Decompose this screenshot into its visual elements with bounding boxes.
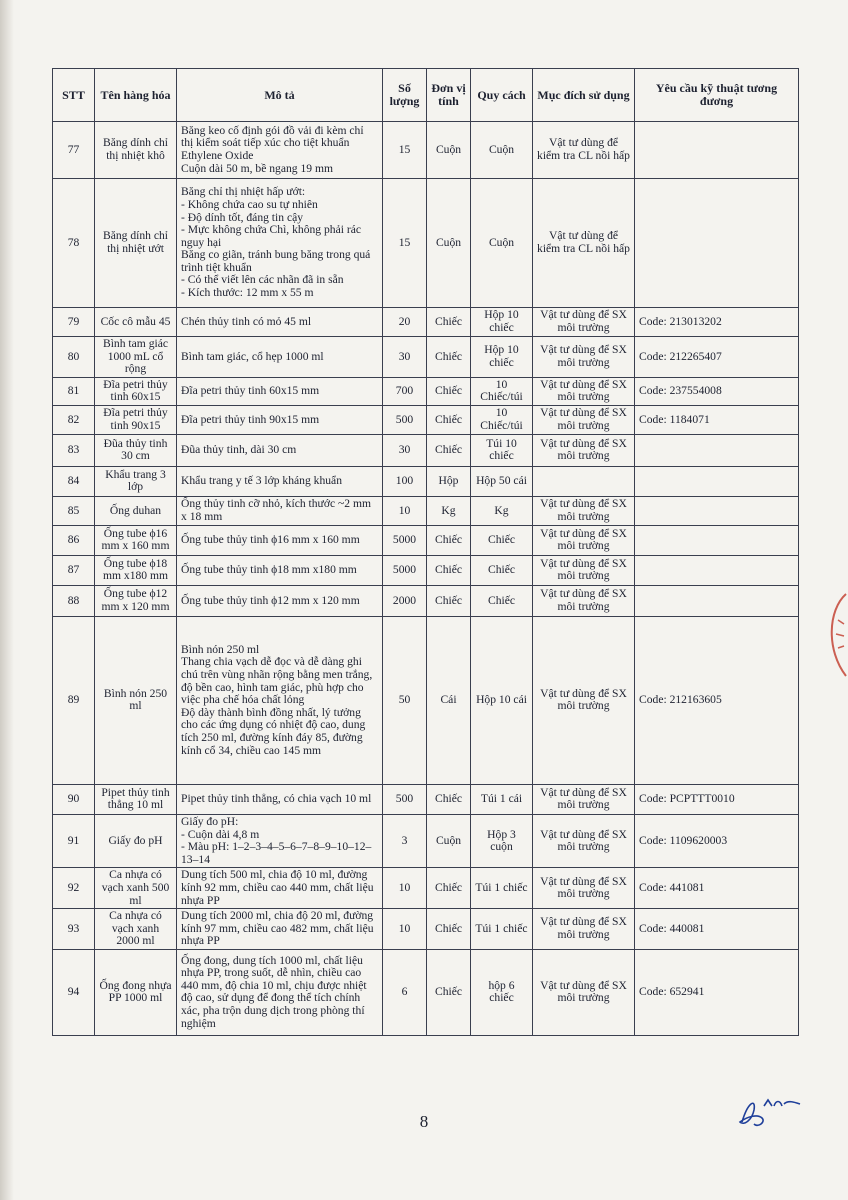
req-cell: Code: PCPTTT0010 <box>635 784 799 814</box>
table-row <box>53 909 799 950</box>
unit-cell: Chiếc <box>427 949 471 1035</box>
desc-cell: Dung tích 500 ml, chia độ 10 ml, đường kính 92 mm, chiều cao 440 mm, chất liệu nhựa PP <box>177 868 383 909</box>
req-cell <box>635 434 799 466</box>
table-row <box>53 868 799 909</box>
stt-cell: 79 <box>53 308 95 337</box>
desc-cell: Băng keo cố định gói đồ vải đi kèm chỉ thị kiểm soát tiếp xúc cho tiệt khuẩn Ethylene Oxide Cuộn dài 50 m, bề ngang 19 mm <box>177 122 383 179</box>
pack-cell: Hộp 10 chiếc <box>471 337 533 378</box>
req-cell <box>635 466 799 496</box>
pack-cell: Túi 1 chiếc <box>471 868 533 909</box>
unit-cell: Cuộn <box>427 179 471 308</box>
name-cell: Ca nhựa có vạch xanh 500 ml <box>95 868 177 909</box>
table-row <box>53 555 799 585</box>
name-cell: Ống duhan <box>95 496 177 525</box>
qty-cell: 5000 <box>383 555 427 585</box>
stt-cell: 89 <box>53 616 95 784</box>
purpose-cell: Vật tư dùng để SX môi trường <box>533 909 635 950</box>
name-cell: Giấy đo pH <box>95 814 177 867</box>
qty-cell: 15 <box>383 179 427 308</box>
desc-cell: Đũa thủy tinh, dài 30 cm <box>177 434 383 466</box>
name-cell: Đĩa petri thủy tinh 90x15 <box>95 405 177 434</box>
purpose-cell: Vật tư dùng để SX môi trường <box>533 496 635 525</box>
table-row <box>53 496 799 525</box>
table-row <box>53 337 799 378</box>
table-body <box>53 122 799 1036</box>
unit-cell: Chiếc <box>427 337 471 378</box>
table-row <box>53 122 799 179</box>
qty-cell: 500 <box>383 784 427 814</box>
name-cell: Băng dính chỉ thị nhiệt ướt <box>95 179 177 308</box>
qty-cell: 15 <box>383 122 427 179</box>
table-row <box>53 525 799 555</box>
table-row <box>53 377 799 405</box>
pack-cell: Cuộn <box>471 179 533 308</box>
qty-cell: 100 <box>383 466 427 496</box>
qty-cell: 10 <box>383 496 427 525</box>
purpose-cell: Vật tư dùng để SX môi trường <box>533 555 635 585</box>
stt-cell: 84 <box>53 466 95 496</box>
qty-cell: 3 <box>383 814 427 867</box>
header-desc: Mô tả <box>177 69 383 122</box>
desc-cell: Băng chỉ thị nhiệt hấp ướt: - Không chứa cao su tự nhiên - Độ dính tốt, đáng tin cậy - Mực không chứa Chì, không phải rác nguy hại Băng co giãn, tránh bung băng trong quá trình tiệt khuẩn - Có thể viết lên các nhãn đã in sẵn - Kích thước: 12 mm x 55 m <box>177 179 383 308</box>
stt-cell: 90 <box>53 784 95 814</box>
name-cell: Ca nhựa có vạch xanh 2000 ml <box>95 909 177 950</box>
desc-cell: Giấy đo pH: - Cuộn dài 4,8 m - Màu pH: 1–2–3–4–5–6–7–8–9–10–12–13–14 <box>177 814 383 867</box>
desc-cell: Pipet thủy tinh thẳng, có chia vạch 10 ml <box>177 784 383 814</box>
pack-cell: 10 Chiếc/túi <box>471 377 533 405</box>
unit-cell: Chiếc <box>427 525 471 555</box>
req-cell <box>635 585 799 616</box>
stt-cell: 88 <box>53 585 95 616</box>
purpose-cell: Vật tư dùng để SX môi trường <box>533 585 635 616</box>
req-cell: Code: 237554008 <box>635 377 799 405</box>
header-stt: STT <box>53 69 95 122</box>
qty-cell: 2000 <box>383 585 427 616</box>
stt-cell: 92 <box>53 868 95 909</box>
pack-cell: Hộp 50 cái <box>471 466 533 496</box>
qty-cell: 30 <box>383 434 427 466</box>
unit-cell: Cuộn <box>427 122 471 179</box>
qty-cell: 20 <box>383 308 427 337</box>
stt-cell: 78 <box>53 179 95 308</box>
qty-cell: 30 <box>383 337 427 378</box>
purpose-cell: Vật tư dùng để kiểm tra CL nồi hấp <box>533 122 635 179</box>
table-row <box>53 814 799 867</box>
unit-cell: Chiếc <box>427 909 471 950</box>
signature <box>728 1092 808 1132</box>
desc-cell: Ống thủy tinh cỡ nhỏ, kích thước ~2 mm x 18 mm <box>177 496 383 525</box>
desc-cell: Dung tích 2000 ml, chia độ 20 ml, đường kính 97 mm, chiều cao 482 mm, chất liệu nhựa PP <box>177 909 383 950</box>
purpose-cell: Vật tư dùng để SX môi trường <box>533 784 635 814</box>
purpose-cell: Vật tư dùng để SX môi trường <box>533 949 635 1035</box>
stt-cell: 82 <box>53 405 95 434</box>
pack-cell: Túi 10 chiếc <box>471 434 533 466</box>
table-row <box>53 784 799 814</box>
stamp-edge <box>818 590 848 680</box>
table-row <box>53 179 799 308</box>
table-row <box>53 308 799 337</box>
name-cell: Ống tube ϕ18 mm x180 mm <box>95 555 177 585</box>
unit-cell: Chiếc <box>427 555 471 585</box>
purpose-cell: Vật tư dùng để SX môi trường <box>533 814 635 867</box>
table-row <box>53 616 799 784</box>
purpose-cell: Vật tư dùng để SX môi trường <box>533 434 635 466</box>
desc-cell: Chén thủy tinh có mỏ 45 ml <box>177 308 383 337</box>
page-number: 8 <box>419 1112 429 1131</box>
purpose-cell: Vật tư dùng để SX môi trường <box>533 616 635 784</box>
stt-cell: 77 <box>53 122 95 179</box>
pack-cell: hộp 6 chiếc <box>471 949 533 1035</box>
stt-cell: 93 <box>53 909 95 950</box>
desc-cell: Ống đong, dung tích 1000 ml, chất liệu nhựa PP, trong suốt, dễ nhìn, chiều cao 440 mm, độ chia 10 ml, chịu được nhiệt độ cao, sử dụng để đong thể tích chính xác, pha trộn dung dịch trong phòng thí nghiệm <box>177 949 383 1035</box>
req-cell <box>635 555 799 585</box>
desc-cell: Ống tube thủy tinh ϕ16 mm x 160 mm <box>177 525 383 555</box>
req-cell: Code: 1109620003 <box>635 814 799 867</box>
table-row <box>53 434 799 466</box>
purpose-cell: Vật tư dùng để SX môi trường <box>533 405 635 434</box>
name-cell: Ống tube ϕ12 mm x 120 mm <box>95 585 177 616</box>
pack-cell: Túi 1 cái <box>471 784 533 814</box>
purpose-cell: Vật tư dùng để SX môi trường <box>533 337 635 378</box>
qty-cell: 6 <box>383 949 427 1035</box>
pack-cell: Chiếc <box>471 555 533 585</box>
table-row <box>53 405 799 434</box>
name-cell: Bình nón 250 ml <box>95 616 177 784</box>
req-cell: Code: 1184071 <box>635 405 799 434</box>
unit-cell: Cái <box>427 616 471 784</box>
pack-cell: Hộp 10 cái <box>471 616 533 784</box>
desc-cell: Khẩu trang y tế 3 lớp kháng khuẩn <box>177 466 383 496</box>
table-row <box>53 466 799 496</box>
desc-cell: Ống tube thủy tinh ϕ18 mm x180 mm <box>177 555 383 585</box>
stt-cell: 94 <box>53 949 95 1035</box>
pack-cell: Hộp 3 cuộn <box>471 814 533 867</box>
desc-cell: Bình nón 250 ml Thang chia vạch dễ đọc và dễ dàng ghi chú trên vùng nhãn rộng bằng men trắng, độ bền cao, hình tam giác, phù hợp cho việc pha chế hóa chất lỏng Độ dày thành bình đồng nhất, lý tưởng cho các ứng dụng có nhiệt độ cao, dung tích 250 ml, đường kính đáy 85, đường kính cổ 34, chiều cao 145 mm <box>177 616 383 784</box>
qty-cell: 700 <box>383 377 427 405</box>
req-cell: Code: 212265407 <box>635 337 799 378</box>
name-cell: Ống đong nhựa PP 1000 ml <box>95 949 177 1035</box>
items-table <box>52 68 799 1036</box>
name-cell: Băng dính chỉ thị nhiệt khô <box>95 122 177 179</box>
pack-cell: 10 Chiếc/túi <box>471 405 533 434</box>
req-cell: Code: 212163605 <box>635 616 799 784</box>
name-cell: Khẩu trang 3 lớp <box>95 466 177 496</box>
qty-cell: 10 <box>383 868 427 909</box>
unit-cell: Chiếc <box>427 434 471 466</box>
stt-cell: 83 <box>53 434 95 466</box>
unit-cell: Chiếc <box>427 784 471 814</box>
req-cell <box>635 122 799 179</box>
stt-cell: 81 <box>53 377 95 405</box>
req-cell <box>635 525 799 555</box>
pack-cell: Hộp 10 chiếc <box>471 308 533 337</box>
qty-cell: 50 <box>383 616 427 784</box>
stt-cell: 87 <box>53 555 95 585</box>
stt-cell: 86 <box>53 525 95 555</box>
desc-cell: Đĩa petri thủy tinh 60x15 mm <box>177 377 383 405</box>
qty-cell: 5000 <box>383 525 427 555</box>
req-cell: Code: 441081 <box>635 868 799 909</box>
table-header-row <box>53 69 799 122</box>
purpose-cell: Vật tư dùng để SX môi trường <box>533 308 635 337</box>
pack-cell: Túi 1 chiếc <box>471 909 533 950</box>
name-cell: Ống tube ϕ16 mm x 160 mm <box>95 525 177 555</box>
pack-cell: Cuộn <box>471 122 533 179</box>
pack-cell: Chiếc <box>471 525 533 555</box>
header-purpose: Mục đích sử dụng <box>533 69 635 122</box>
stt-cell: 91 <box>53 814 95 867</box>
desc-cell: Đĩa petri thủy tinh 90x15 mm <box>177 405 383 434</box>
unit-cell: Chiếc <box>427 585 471 616</box>
qty-cell: 10 <box>383 909 427 950</box>
header-unit: Đơn vị tính <box>427 69 471 122</box>
name-cell: Cốc cô mẫu 45 <box>95 308 177 337</box>
unit-cell: Cuộn <box>427 814 471 867</box>
header-qty: Số lượng <box>383 69 427 122</box>
unit-cell: Hộp <box>427 466 471 496</box>
pack-cell: Chiếc <box>471 585 533 616</box>
stt-cell: 85 <box>53 496 95 525</box>
name-cell: Bình tam giác 1000 mL cổ rộng <box>95 337 177 378</box>
header-name: Tên hàng hóa <box>95 69 177 122</box>
name-cell: Đĩa petri thủy tinh 60x15 <box>95 377 177 405</box>
header-req: Yêu cầu kỹ thuật tương đương <box>635 69 799 122</box>
table-row <box>53 585 799 616</box>
table-row <box>53 949 799 1035</box>
stt-cell: 80 <box>53 337 95 378</box>
purpose-cell <box>533 466 635 496</box>
header-pack: Quy cách <box>471 69 533 122</box>
desc-cell: Ống tube thủy tinh ϕ12 mm x 120 mm <box>177 585 383 616</box>
purpose-cell: Vật tư dùng để SX môi trường <box>533 868 635 909</box>
name-cell: Pipet thủy tinh thẳng 10 ml <box>95 784 177 814</box>
unit-cell: Chiếc <box>427 377 471 405</box>
req-cell: Code: 440081 <box>635 909 799 950</box>
purpose-cell: Vật tư dùng để SX môi trường <box>533 377 635 405</box>
req-cell <box>635 496 799 525</box>
qty-cell: 500 <box>383 405 427 434</box>
unit-cell: Chiếc <box>427 405 471 434</box>
req-cell <box>635 179 799 308</box>
purpose-cell: Vật tư dùng để kiểm tra CL nồi hấp <box>533 179 635 308</box>
pack-cell: Kg <box>471 496 533 525</box>
unit-cell: Chiếc <box>427 868 471 909</box>
scan-edge-shadow <box>0 0 14 1200</box>
purpose-cell: Vật tư dùng để SX môi trường <box>533 525 635 555</box>
req-cell: Code: 213013202 <box>635 308 799 337</box>
req-cell: Code: 652941 <box>635 949 799 1035</box>
unit-cell: Chiếc <box>427 308 471 337</box>
name-cell: Đũa thủy tinh 30 cm <box>95 434 177 466</box>
desc-cell: Bình tam giác, cổ hẹp 1000 ml <box>177 337 383 378</box>
unit-cell: Kg <box>427 496 471 525</box>
